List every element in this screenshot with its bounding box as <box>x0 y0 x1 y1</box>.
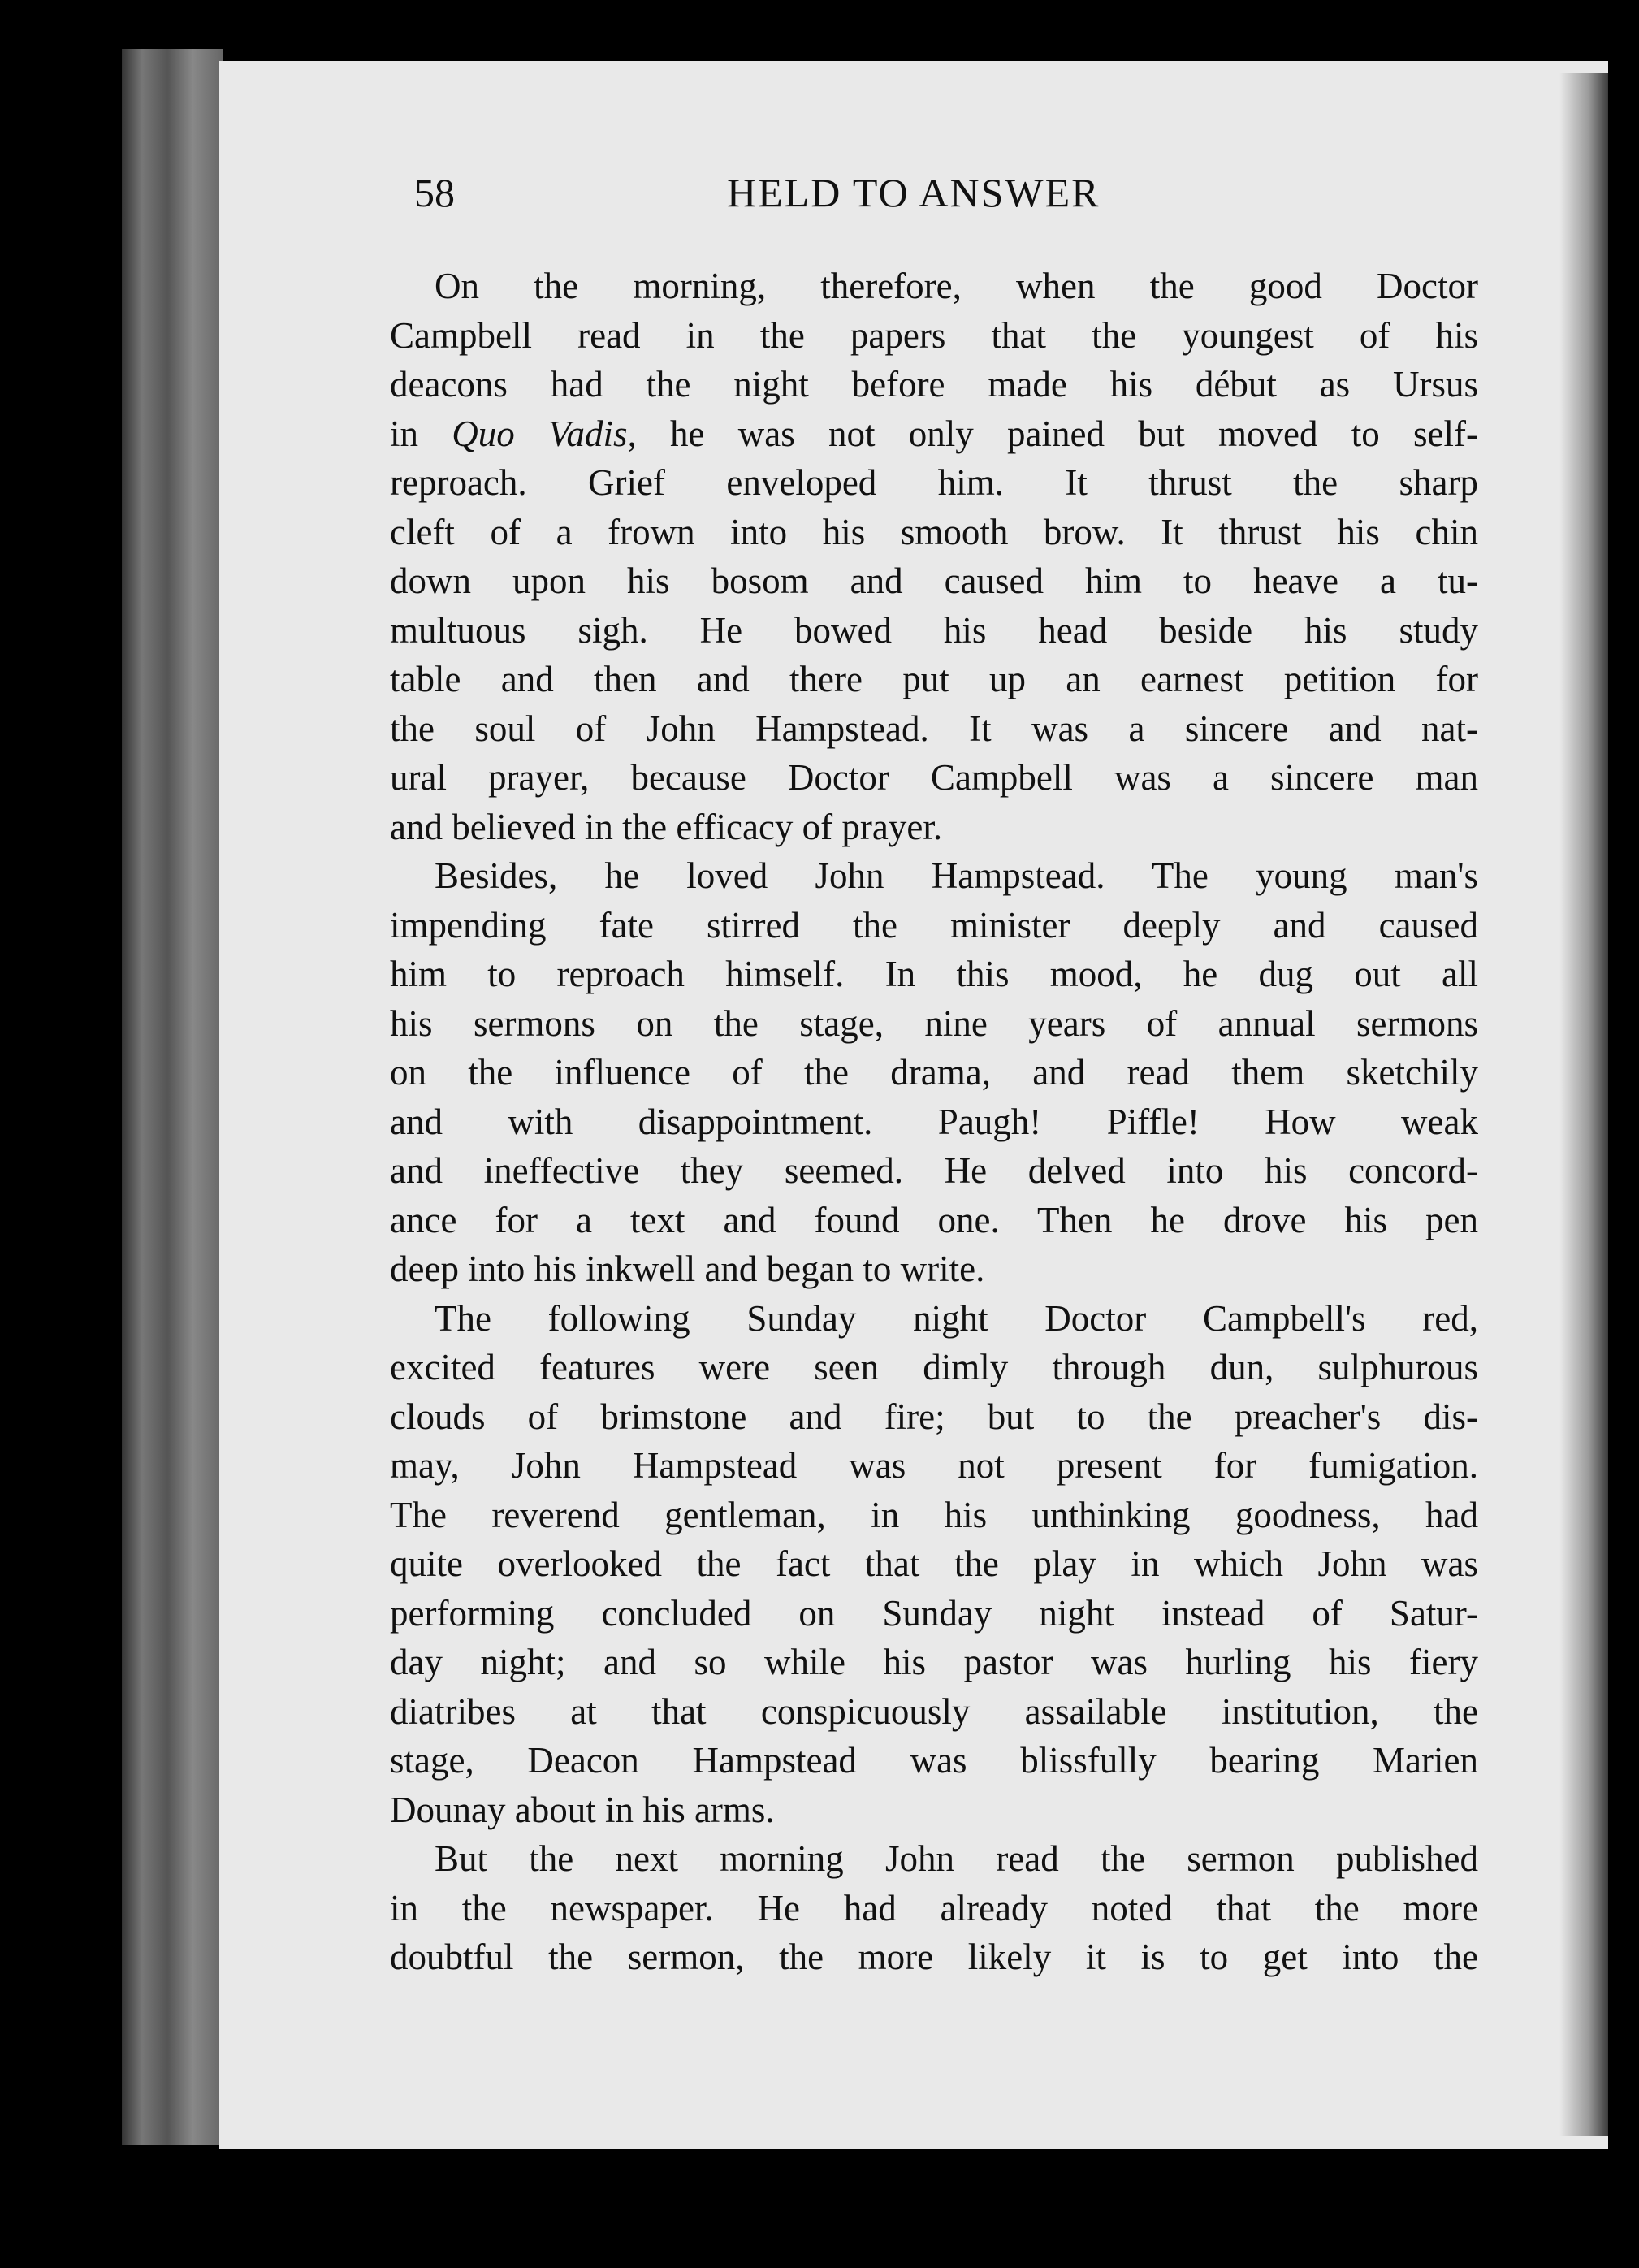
text-line: and with disappointment. Paugh! Piffle! How weak <box>390 1101 1478 1142</box>
text-line: Besides, he loved John Hampstead. The young man's <box>435 855 1478 896</box>
text-line: and ineffective they seemed. He delved into his concord- <box>390 1150 1478 1191</box>
text-fragment: in <box>390 413 452 454</box>
text-line: The reverend gentleman, in his unthinking goodness, had <box>390 1494 1478 1535</box>
text-line: doubtful the sermon, the more likely it is to get into the <box>390 1937 1478 1977</box>
text-line: performing concluded on Sunday night instead of Satur- <box>390 1592 1478 1634</box>
text-line: down upon his bosom and caused him to heave a tu- <box>390 561 1478 601</box>
text-line: But the next morning John read the sermon published <box>435 1838 1478 1879</box>
text-line: the soul of John Hampstead. It was a sincere and nat- <box>390 708 1478 749</box>
paragraph-3 <box>390 1294 1478 1835</box>
body-text <box>390 262 1478 1982</box>
text-fragment: he was not only pained but moved to self- <box>636 413 1478 454</box>
text-line: multuous sigh. He bowed his head beside his study <box>390 609 1478 651</box>
text-line: On the morning, therefore, when the good Doctor <box>435 266 1478 306</box>
text-line: ural prayer, because Doctor Campbell was a sincere man <box>390 757 1478 798</box>
text-line: reproach. Grief enveloped him. It thrust the sharp <box>390 462 1478 503</box>
text-line: Campbell read in the papers that the youngest of his <box>390 314 1478 356</box>
text-line: in the newspaper. He had already noted that the more <box>390 1887 1478 1928</box>
text-line: The following Sunday night Doctor Campbell's red, <box>435 1297 1478 1339</box>
text-line: impending fate stirred the minister deeply and caused <box>390 904 1478 946</box>
text-line: clouds of brimstone and fire; but to the preacher's dis- <box>390 1396 1478 1437</box>
paragraph-2 <box>390 851 1478 1294</box>
text-line: deacons had the night before made his début as Ursus <box>390 364 1478 405</box>
paragraph-4 <box>390 1834 1478 1982</box>
page-number: 58 <box>414 170 455 215</box>
text-line: excited features were seen dimly through dun, sulphurous <box>390 1347 1478 1387</box>
book-title-italic: Quo Vadis, <box>452 413 637 454</box>
text-line: ance for a text and found one. Then he drove his pen <box>390 1199 1478 1240</box>
page-header <box>414 169 1543 226</box>
text-line: him to reproach himself. In this mood, he dug out all <box>390 954 1478 994</box>
text-line: stage, Deacon Hampstead was blissfully bearing Marien <box>390 1740 1478 1781</box>
text-line: may, John Hampstead was not present for fumigation. <box>390 1445 1478 1486</box>
text-line <box>390 409 1478 459</box>
text-line: Dounay about in his arms. <box>390 1789 775 1830</box>
text-line: table and then and there put up an earnest petition for <box>390 659 1478 699</box>
text-line: on the influence of the drama, and read them sketchily <box>390 1052 1478 1093</box>
text-line: quite overlooked the fact that the play in which John was <box>390 1543 1478 1584</box>
text-line: cleft of a frown into his smooth brow. It thrust his chin <box>390 511 1478 552</box>
paragraph-1 <box>390 262 1478 851</box>
text-line: day night; and so while his pastor was hurling his fiery <box>390 1642 1478 1682</box>
running-title: HELD TO ANSWER <box>727 170 1101 215</box>
book-page-edges <box>122 49 223 2145</box>
text-line: diatribes at that conspicuously assailable institution, the <box>390 1690 1478 1732</box>
text-line: deep into his inkwell and began to write. <box>390 1249 985 1289</box>
text-line: his sermons on the stage, nine years of annual sermons <box>390 1002 1478 1044</box>
page-gutter-shadow <box>1559 73 1608 2136</box>
text-line: and believed in the efficacy of prayer. <box>390 806 943 847</box>
